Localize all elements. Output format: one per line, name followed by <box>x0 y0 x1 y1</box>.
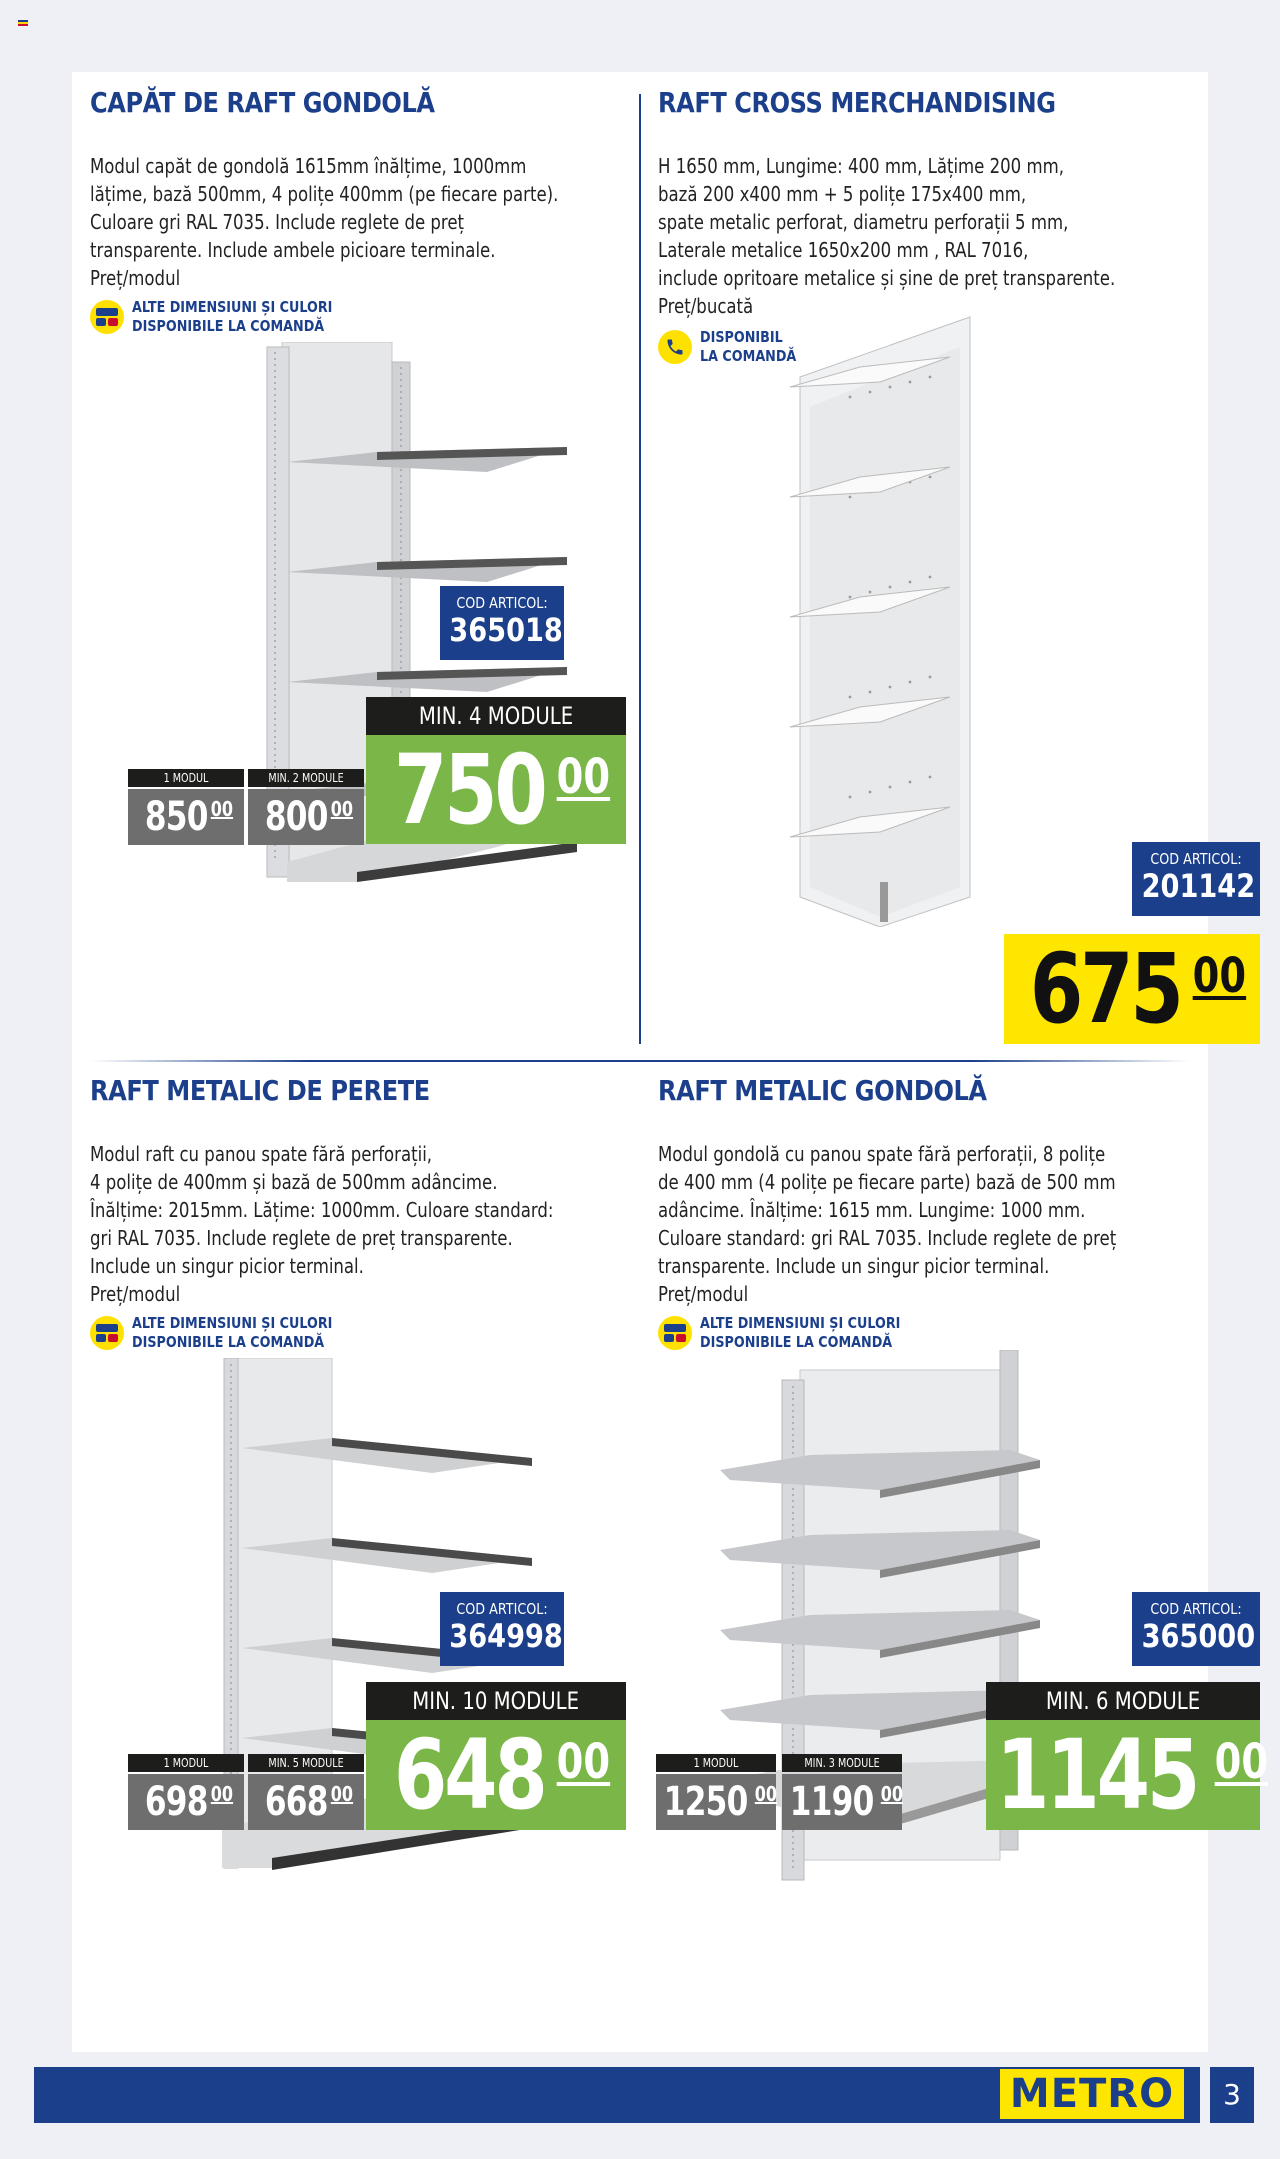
desc-line: include opritoare metalice și șine de preț transparente. <box>658 266 1116 290</box>
flag-icon <box>18 20 28 26</box>
badge-line: ALTE DIMENSIUNI ȘI CULORI <box>132 298 333 316</box>
product-description <box>90 1140 605 1308</box>
product-gondola-end[interactable] <box>72 72 632 1042</box>
product-title: RAFT METALIC GONDOLĂ <box>658 1074 987 1107</box>
product-title: RAFT METALIC DE PERETE <box>90 1074 430 1107</box>
badge-line: DISPONIBILE LA COMANDĂ <box>700 1333 893 1351</box>
metro-logo: METRO <box>1000 2069 1184 2119</box>
desc-line: spate metalic perforat, diametru perforații 5 mm, <box>658 210 1069 234</box>
price-tier-1: 1 MODUL 698 00 <box>128 1754 244 1830</box>
desc-line: bază 200 x400 mm + 5 polițe 175x400 mm, <box>658 182 1027 206</box>
availability-badge <box>90 298 368 336</box>
badge-line: ALTE DIMENSIUNI ȘI CULORI <box>132 1314 333 1332</box>
badge-line: LA COMANDĂ <box>700 347 797 365</box>
min-quantity-label: MIN. 4 MODULE <box>366 697 626 735</box>
palette-icon <box>90 300 124 334</box>
desc-line: Înălțime: 2015mm. Lățime: 1000mm. Culoare standard: <box>90 1198 554 1222</box>
desc-line: transparente. Include un singur picior terminal. <box>658 1254 1050 1278</box>
desc-line: transparente. Include ambele picioare terminale. <box>90 238 496 262</box>
badge-line: ALTE DIMENSIUNI ȘI CULORI <box>700 1314 901 1332</box>
catalog-page <box>72 72 1269 2052</box>
product-description <box>658 1140 1173 1308</box>
product-title: RAFT CROSS MERCHANDISING <box>658 86 1056 119</box>
product-description <box>658 152 1173 320</box>
price-tier-1: 1 MODUL 850 00 <box>128 769 244 845</box>
article-code: COD ARTICOL: 201142 <box>1132 842 1260 916</box>
desc-line: 4 polițe de 400mm și bază de 500mm adâncime. <box>90 1170 498 1194</box>
desc-line: Laterale metalice 1650x200 mm , RAL 7016, <box>658 238 1029 262</box>
badge-line: DISPONIBIL <box>700 328 783 346</box>
desc-line: Culoare standard: gri RAL 7035. Include reglete de preț <box>658 1226 1117 1250</box>
cross-merch-rack-image <box>770 297 990 927</box>
availability-badge <box>658 1314 936 1352</box>
badge-line: DISPONIBILE LA COMANDĂ <box>132 1333 325 1351</box>
desc-line: Preț/modul <box>90 1282 181 1306</box>
min-quantity-label: MIN. 6 MODULE <box>986 1682 1260 1720</box>
badge-line: DISPONIBILE LA COMANDĂ <box>132 317 325 335</box>
desc-line: Culoare gri RAL 7035. Include reglete de preț <box>90 210 464 234</box>
main-price: 648 00 <box>366 1720 626 1830</box>
product-description <box>90 152 605 292</box>
desc-line: Modul capăt de gondolă 1615mm înălțime, 1000mm <box>90 154 527 178</box>
main-price: 675 00 <box>1004 934 1260 1044</box>
main-price: 1145 00 <box>986 1720 1260 1830</box>
desc-line: adâncime. Înălțime: 1615 mm. Lungime: 1000 mm. <box>658 1198 1086 1222</box>
article-code: COD ARTICOL: 364998 <box>440 1592 564 1666</box>
price-tier-2: MIN. 3 MODULE 1190 00 <box>782 1754 902 1830</box>
desc-line: Include un singur picior terminal. <box>90 1254 364 1278</box>
page-number: 3 <box>1210 2067 1254 2123</box>
desc-line: Preț/bucată <box>658 294 754 318</box>
price-tier-2: MIN. 5 MODULE 668 00 <box>248 1754 364 1830</box>
article-code: COD ARTICOL: 365018 <box>440 586 564 660</box>
desc-line: gri RAL 7035. Include reglete de preț transparente. <box>90 1226 513 1250</box>
product-title: CAPĂT DE RAFT GONDOLĂ <box>90 86 435 119</box>
desc-line: Preț/modul <box>90 266 181 290</box>
product-wall-shelf[interactable] <box>72 1060 632 2052</box>
availability-badge <box>90 1314 368 1352</box>
min-quantity-label: MIN. 10 MODULE <box>366 1682 626 1720</box>
desc-line: Modul raft cu panou spate fără perforații, <box>90 1142 433 1166</box>
desc-line: H 1650 mm, Lungime: 400 mm, Lățime 200 mm, <box>658 154 1064 178</box>
phone-icon <box>658 330 692 364</box>
price-tier-2: MIN. 2 MODULE 800 00 <box>248 769 364 845</box>
desc-line: de 400 mm (4 polițe pe fiecare parte) bază de 500 mm <box>658 1170 1116 1194</box>
desc-line: lățime, bază 500mm, 4 polițe 400mm (pe fiecare parte). <box>90 182 559 206</box>
article-code: COD ARTICOL: 365000 <box>1132 1592 1260 1666</box>
desc-line: Preț/modul <box>658 1282 749 1306</box>
palette-icon <box>90 1316 124 1350</box>
desc-line: Modul gondolă cu panou spate fără perforații, 8 polițe <box>658 1142 1106 1166</box>
product-cross-merchandising[interactable] <box>640 72 1256 1045</box>
main-price: 750 00 <box>366 735 626 844</box>
price-tier-1: 1 MODUL 1250 00 <box>656 1754 776 1830</box>
product-gondola-shelf[interactable] <box>640 1060 1269 2052</box>
palette-icon <box>658 1316 692 1350</box>
